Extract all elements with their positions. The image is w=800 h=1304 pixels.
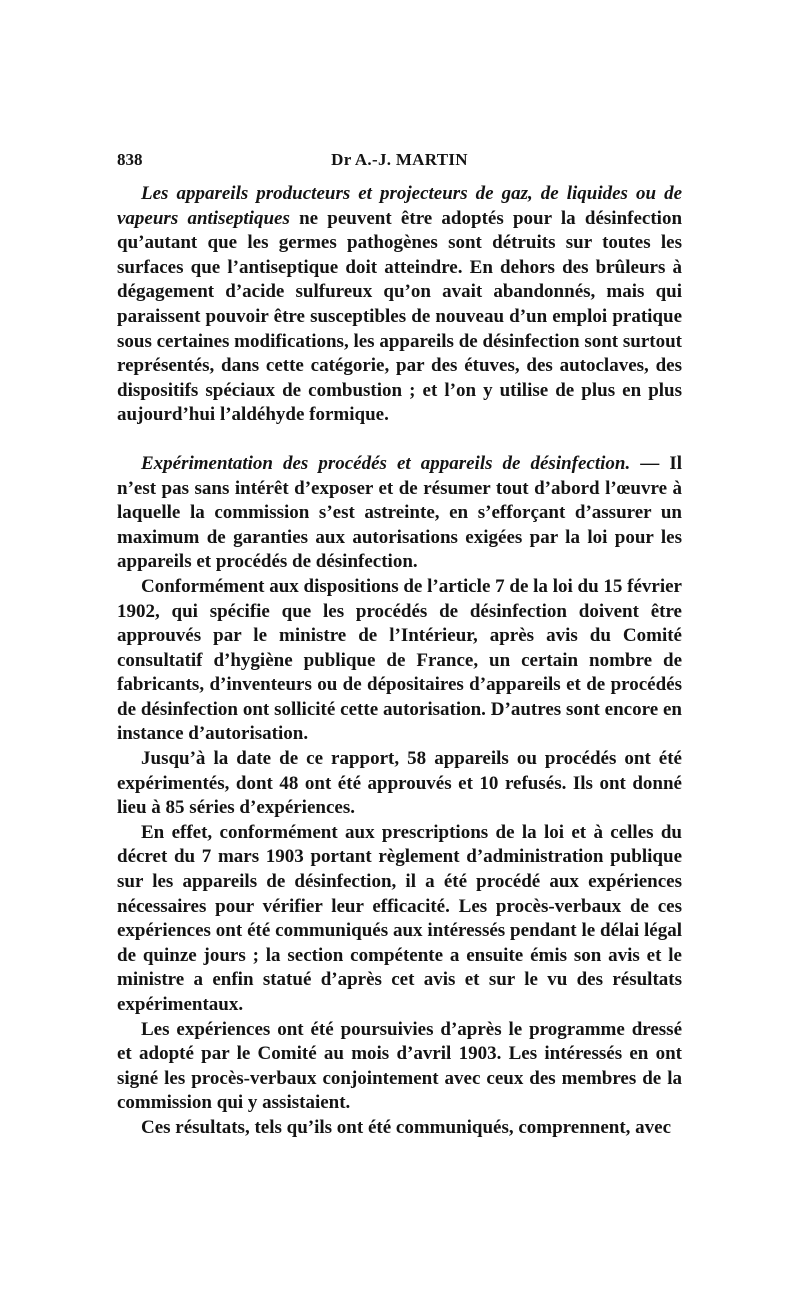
page-number: 838 bbox=[117, 150, 143, 169]
paragraph-italic-lead: Les appareils producteurs et projecteurs de gaz, de liquides ou de vapeurs antiseptiques bbox=[117, 183, 682, 229]
paragraph-text: Conformément aux dispositions de l’article 7 de la loi du 15 février 1902, qui spécifie que les procédés de désinfection doivent être approuvés par le ministre de l’Intérieur, après avis du Comité consultatif d’hygiène publique de France, un certain nombre de fabricants, d’inventeurs ou de dépositaires d’appareils et de procédés de désinfection ont sollicité cette autorisation. D’autres sont encore en instance d’autorisation. bbox=[117, 575, 682, 745]
paragraph-text: ne peuvent être adoptés pour la désinfection qu’autant que les germes pathogènes sont détruits sur toutes les surfaces que l’antiseptique doit atteindre. En dehors des brûleurs à dégagement d’acide sulfureux qu’on avait abandonnés, mais qui paraissent pouvoir être susceptibles de nouveau d’un emploi pratique sous certaines modifications, les appareils de désinfection sont surtout représentés, dans cette catégorie, par des étuves, des autoclaves, des dispositifs spéciaux de combustion ; et l’on y utilise de plus en plus aujourd’hui l’aldéhyde formique. bbox=[117, 207, 683, 426]
body-text bbox=[117, 182, 682, 1141]
paragraph-text: Ces résultats, tels qu’ils ont été communiqués, comprennent, avec bbox=[141, 1116, 672, 1138]
paragraph-text: En effet, conformément aux prescriptions de la loi et à celles du décret du 7 mars 1903 portant règlement d’administration publique sur les appareils de désinfection, il a été procédé aux expériences nécessaires pour vérifier leur efficacité. Les procès-verbaux de ces expériences ont été communiqués aux intéressés pendant le délai légal de quinze jours ; la section compétente a ensuite émis son avis et le ministre a enfin statué d’après cet avis et sur le vu des résultats expérimentaux. bbox=[117, 821, 682, 1015]
paragraph-programme bbox=[117, 1018, 682, 1116]
paragraph-results bbox=[117, 1116, 682, 1141]
paragraph-apparatus bbox=[117, 182, 682, 428]
paragraph-count bbox=[117, 747, 682, 821]
paragraph-procedure bbox=[117, 821, 682, 1018]
paragraph-legal bbox=[117, 575, 682, 747]
section-heading-paragraph bbox=[117, 452, 682, 575]
paragraph-text: Jusqu’à la date de ce rapport, 58 appareils ou procédés ont été expérimentés, dont 48 ont été approuvés et 10 refusés. Ils ont donné lieu à 85 séries d’expériences. bbox=[117, 748, 682, 819]
running-title: Dr A.-J. MARTIN bbox=[331, 150, 468, 169]
page-header bbox=[117, 150, 682, 174]
section-heading: Expérimentation des procédés et appareils de désinfection. bbox=[141, 452, 631, 474]
paragraph-text: Les expériences ont été poursuivies d’après le programme dressé et adopté par le Comité au mois d’avril 1903. Les intéressés en ont signé les procès-verbaux conjointement avec ceux des membres de la commission qui y assistaient. bbox=[117, 1018, 682, 1114]
paragraph-text: — Il n’est pas sans intérêt d’exposer et de résumer tout d’abord l’œuvre à laquelle la commission s’est astreinte, en s’efforçant d’assurer un maximum de garanties aux autorisations exigées par la loi pour les appareils et procédés de désinfection. bbox=[117, 452, 682, 573]
